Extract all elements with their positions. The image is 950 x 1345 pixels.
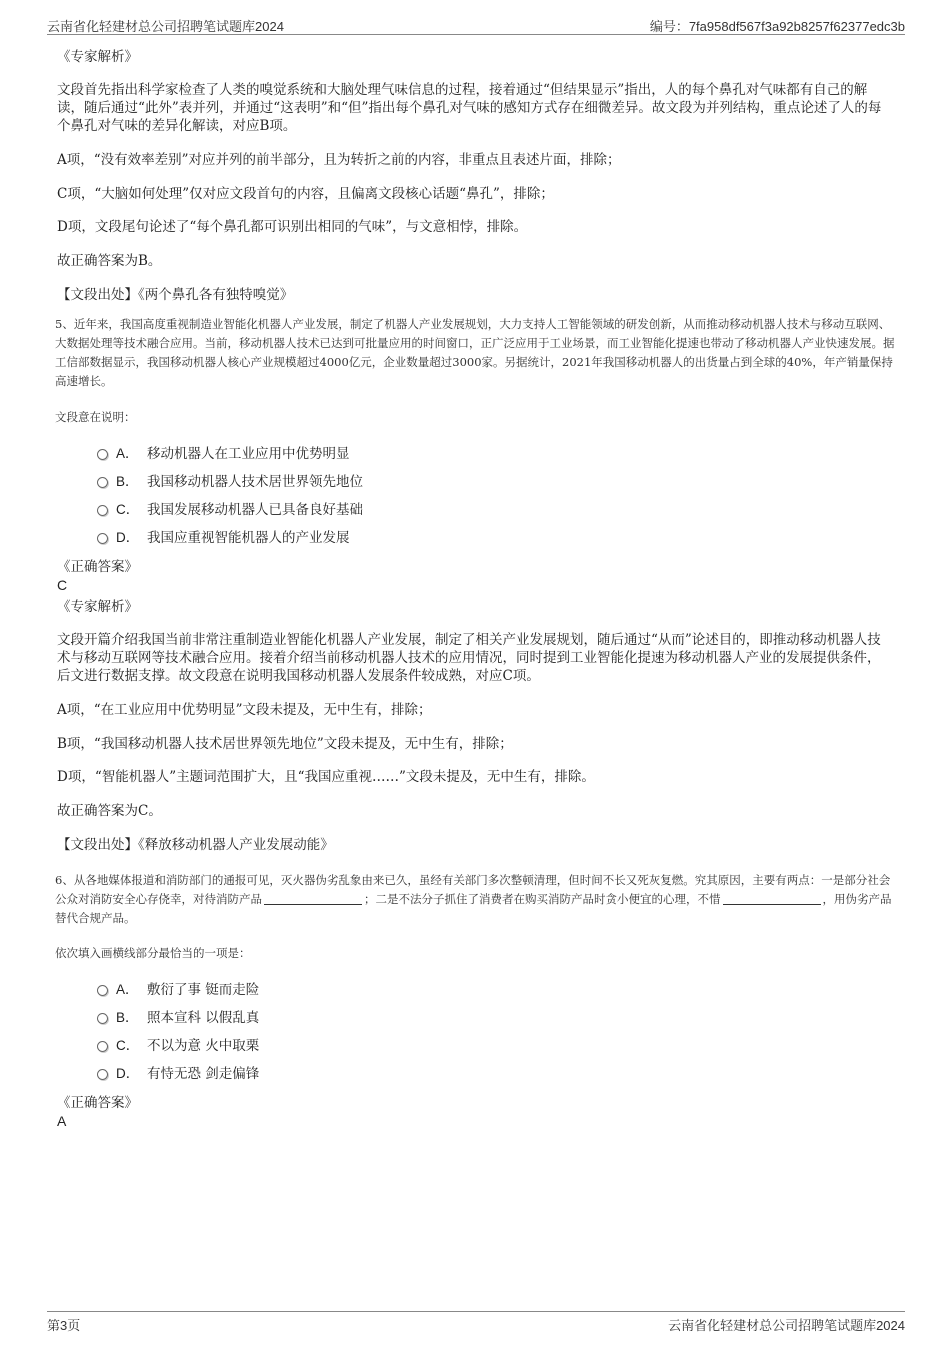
q6-passage-part-2: ；二是不法分子抓住了消费者在购买消防产品时贪小便宜的心理，不惜 [364, 892, 721, 906]
option-text: 我国发展移动机器人已具备良好基础 [147, 502, 363, 518]
q4-option-a-analysis: A项，“没有效率差别”对应并列的前半部分，且为转折之前的内容，非重点且表述片面，排除； [57, 152, 621, 168]
option-text: 不以为意 火中取栗 [147, 1038, 260, 1054]
option-letter: C． [116, 1038, 140, 1053]
q5-expert-label: 《专家解析》 [57, 599, 138, 615]
q6-passage [55, 871, 895, 928]
option-text: 我国应重视智能机器人的产业发展 [147, 530, 350, 546]
option-text: 我国移动机器人技术居世界领先地位 [147, 474, 363, 490]
q6-option-b[interactable] [97, 1009, 259, 1027]
q5-stem: 文段意在说明： [55, 410, 136, 424]
q5-answer: C [57, 577, 68, 593]
q6-option-a[interactable] [97, 981, 259, 999]
option-letter: A． [116, 446, 139, 461]
q5-conclusion: 故正确答案为C。 [57, 803, 162, 819]
option-text: 有恃无恐 剑走偏锋 [147, 1066, 260, 1082]
q6-passage-part-3: ，用伪劣产品替代合规产品。 [55, 892, 892, 925]
q5-option-b[interactable] [97, 473, 363, 491]
radio-icon[interactable] [97, 1013, 108, 1024]
header-title: 云南省化轻建材总公司招聘笔试题库2024 [47, 19, 284, 34]
q6-option-d[interactable] [97, 1065, 259, 1083]
q5-option-b-analysis: B项，“我国移动机器人技术居世界领先地位”文段未提及，无中生有，排除； [57, 736, 513, 752]
q5-option-d-analysis: D项，“智能机器人”主题词范围扩大，且“我国应重视……”文段未提及，无中生有，排除。 [57, 769, 595, 785]
radio-icon[interactable] [97, 1041, 108, 1052]
q6-answer: A [57, 1113, 67, 1129]
q5-option-a[interactable] [97, 445, 350, 463]
radio-icon[interactable] [97, 505, 108, 516]
option-text: 移动机器人在工业应用中优势明显 [147, 446, 350, 462]
option-letter: B． [116, 1010, 139, 1025]
q6-stem: 依次填入画横线部分最恰当的一项是： [55, 946, 251, 960]
page-footer [47, 1311, 905, 1334]
q4-analysis: 文段首先指出科学家检查了人类的嗅觉系统和大脑处理气味信息的过程，接着通过“但结果显示”指出，人的每个鼻孔对气味都有自己的解读，随后通过“此外”表并列，并通过“这表明”和“但”指出每个鼻孔对气味的感知方式存在细微差异。故文段为并列结构，重点论述了人的每个鼻孔对气味的差异化解读，对应B项。 [57, 82, 882, 134]
q5-source: 【文段出处】《释放移动机器人产业发展动能》 [57, 837, 334, 853]
option-text: 照本宣科 以假乱真 [147, 1010, 260, 1026]
q6-passage-part-1: 6、从各地媒体报道和消防部门的通报可见，灭火器伪劣乱象由来已久，虽经有关部门多次整顿清理，但时间不长又死灰复燃。究其原因，主要有两点：一是部分社会公众对消防安全心存侥幸，对待消防产品 [55, 873, 891, 906]
radio-icon[interactable] [97, 1069, 108, 1080]
page-number: 第3页 [47, 1318, 81, 1333]
q5-analysis: 文段开篇介绍我国当前非常注重制造业智能化机器人产业发展，制定了相关产业发展规划，随后通过“从而”论述目的，即推动移动机器人技术与移动互联网等技术融合应用。接着介绍当前移动机器人技术的应用情况，同时提到工业智能化提速为移动机器人产业的发展提供条件，后文进行数据支撑。故文段意在说明我国移动机器人发展条件较成熟，对应C项。 [57, 632, 881, 684]
option-text: 敷衍了事 铤而走险 [147, 982, 260, 998]
option-letter: D． [116, 1066, 140, 1081]
radio-icon[interactable] [97, 985, 108, 996]
q6-answer-label: 《正确答案》 [57, 1095, 138, 1111]
q4-conclusion: 故正确答案为B。 [57, 253, 162, 269]
option-letter: B． [116, 474, 139, 489]
blank-1 [264, 892, 362, 905]
q5-option-d[interactable] [97, 529, 350, 547]
footer-title: 云南省化轻建材总公司招聘笔试题库2024 [668, 1318, 905, 1333]
blank-2 [723, 892, 821, 905]
page-header [47, 14, 905, 35]
option-letter: A． [116, 982, 139, 997]
radio-icon[interactable] [97, 449, 108, 460]
q4-option-d-analysis: D项，文段尾句论述了“每个鼻孔都可识别出相同的气味”，与文意相悖，排除。 [57, 219, 528, 235]
radio-icon[interactable] [97, 533, 108, 544]
header-doc-id: 编号：7fa958df567f3a92b8257f62377edc3b [649, 19, 905, 34]
option-letter: D． [116, 530, 140, 545]
q4-option-c-analysis: C项，“大脑如何处理”仅对应文段首句的内容，且偏离文段核心话题“鼻孔”，排除； [57, 186, 554, 202]
q5-option-a-analysis: A项，“在工业应用中优势明显”文段未提及，无中生有，排除； [57, 702, 432, 718]
q5-passage: 5、近年来，我国高度重视制造业智能化机器人产业发展，制定了机器人产业发展规划，大力支持人工智能领域的研发创新，从而推动移动机器人技术与移动互联网、大数据处理等技术融合应用。当前，移动机器人技术已达到可批量应用的时间窗口，正广泛应用于工业场景，而工业智能化提速也带动了移动机器人产业快速发展。据工信部数据显示，我国移动机器人核心产业规模超过4000亿元，企业数量超过3000家。另据统计，2021年我国移动机器人的出货量占到全球的40%，年产销量保持高速增长。 [55, 317, 895, 388]
q5-option-c[interactable] [97, 501, 363, 519]
q6-option-c[interactable] [97, 1037, 259, 1055]
radio-icon[interactable] [97, 477, 108, 488]
q5-answer-label: 《正确答案》 [57, 559, 138, 575]
option-letter: C． [116, 502, 140, 517]
q4-expert-label: 《专家解析》 [57, 49, 138, 65]
q4-source: 【文段出处】《两个鼻孔各有独特嗅觉》 [57, 287, 294, 303]
